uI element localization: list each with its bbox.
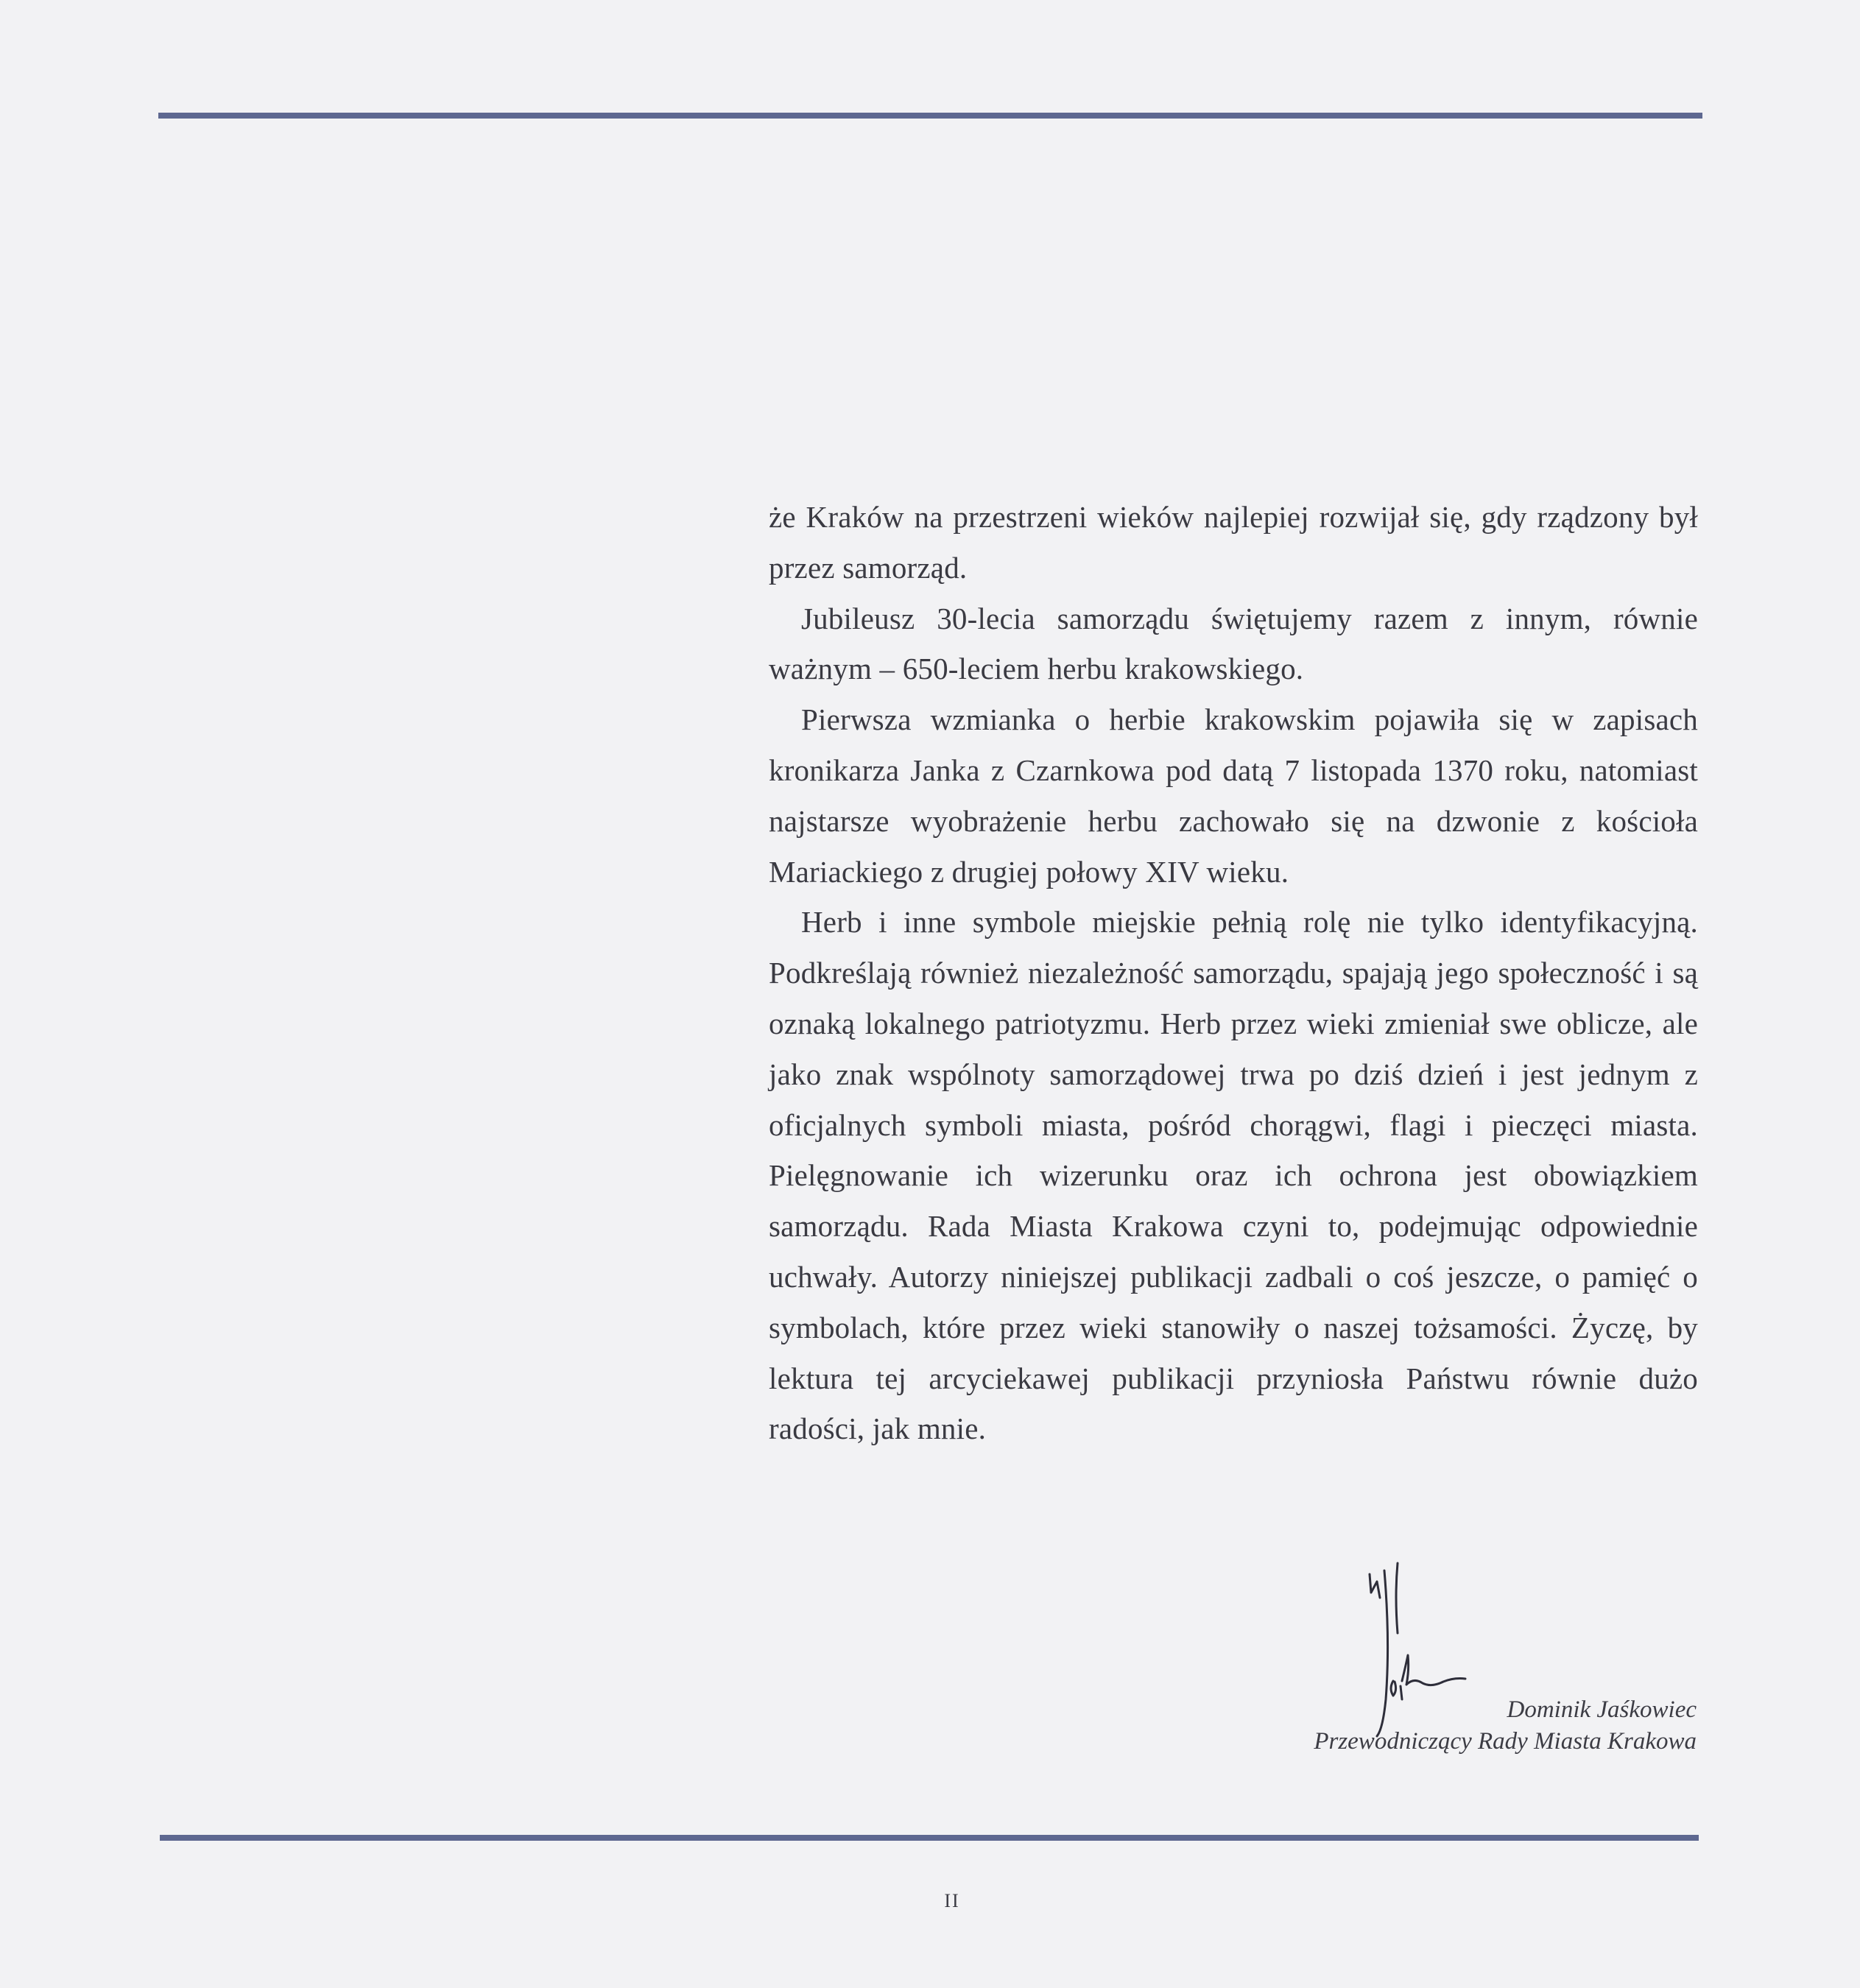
bottom-rule [160, 1835, 1699, 1841]
signatory-name: Dominik Jaśkowiec [1507, 1696, 1697, 1723]
top-rule [158, 113, 1702, 119]
signatory-role: Przewodniczący Rady Miasta Krakowa [1314, 1728, 1697, 1755]
page-number: II [944, 1890, 960, 1911]
paragraph-2: Jubileusz 30-lecia samorządu świętujemy razem z innym, równie ważnym – 650-leciem herbu krakowskiego. [769, 601, 1698, 686]
body-text [769, 492, 1698, 1454]
paragraph-1: że Kraków na przestrzeni wieków najlepiej rozwijał się, gdy rządzony był przez samorząd. [769, 500, 1698, 585]
paragraph-3: Pierwsza wzmianka o herbie krakowskim pojawiła się w zapisach kronikarza Janka z Czarnkowa pod datą 7 listopada 1370 roku, natomiast najstarsze wyobrażenie herbu zachowało się na dzwonie z kościoła Mariackiego z drugiej połowy XIV wieku. [769, 702, 1698, 889]
paragraph-4: Herb i inne symbole miejskie pełnią rolę nie tylko identyfikacyjną. Podkreślają również niezależność samorządu, spajają jego społeczność i są oznaką lokalnego patriotyzmu. Herb przez wieki zmieniał swe oblicze, ale jako znak wspólnoty samorządowej trwa po dziś dzień i jest jednym z oficjalnych symboli miasta, pośród chorągwi, flagi i pieczęci miasta. Pielęgnowanie ich wizerunku oraz ich ochrona jest obowiązkiem samorządu. Rada Miasta Krakowa czyni to, podejmując odpowiednie uchwały. Autorzy niniejszej publikacji zadbali o coś jeszcze, o pamięć o symbolach, które przez wieki stanowiły o naszej tożsamości. Życzę, by lektura tej arcyciekawej publikacji przyniosła Państwu równie dużo radości, jak mnie. [769, 905, 1698, 1446]
